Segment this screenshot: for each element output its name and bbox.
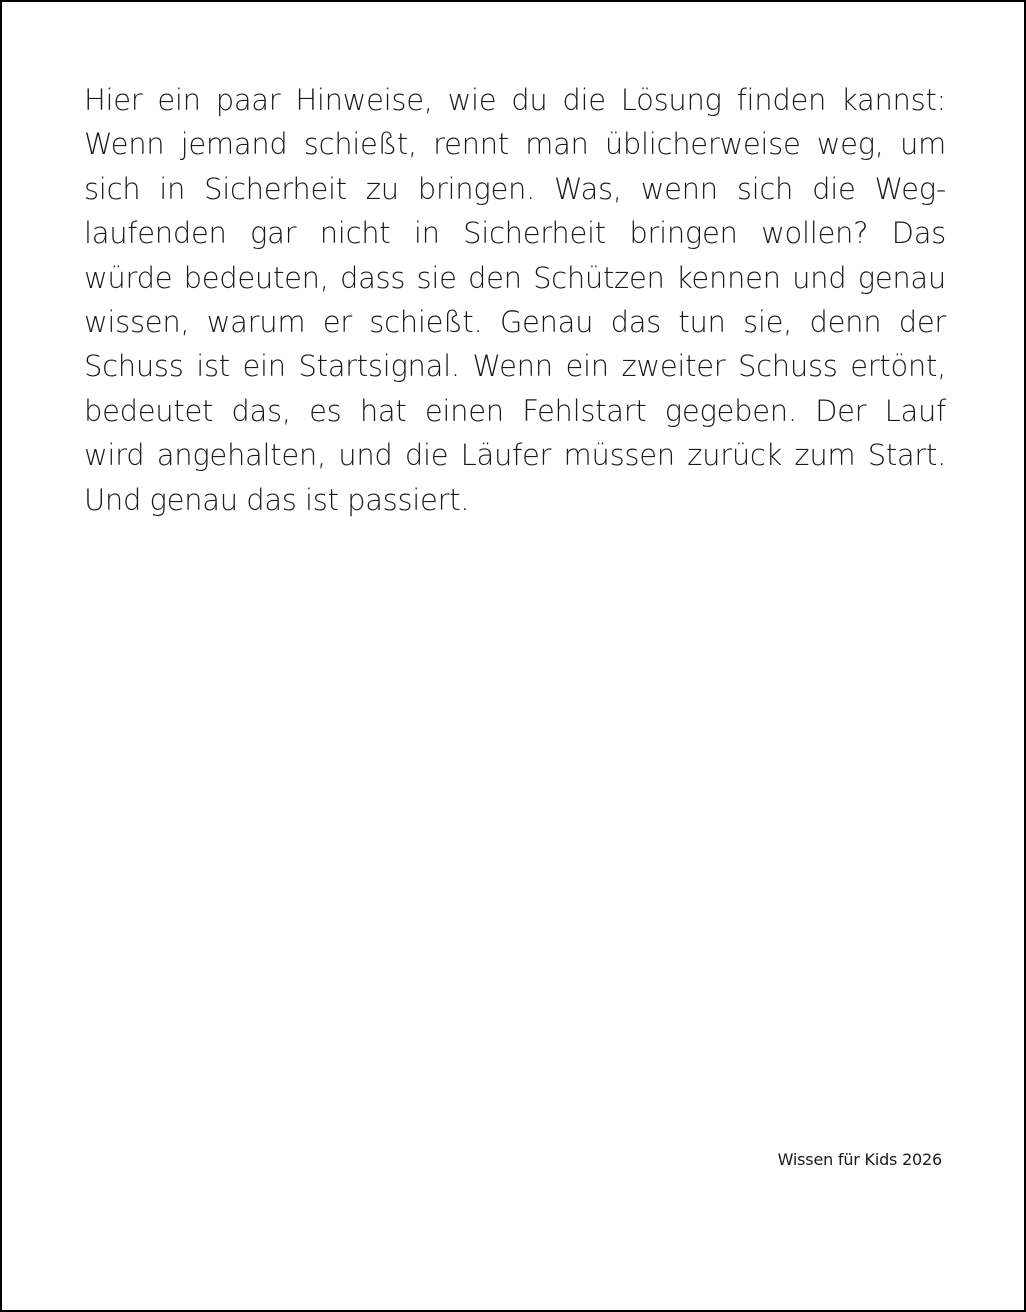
paragraph-line: bedeutet das, es hat einen Fehlstart gegeben. Der Lauf: [84, 393, 946, 428]
paragraph-line: Wenn jemand schießt, rennt man üblicherweise weg, um: [84, 127, 946, 162]
paragraph-line: Und genau das ist passiert.: [84, 482, 470, 517]
paragraph-line: Hier ein paar Hinweise, wie du die Lösung finden kannst:: [84, 83, 946, 117]
paragraph-line: Schuss ist ein Startsignal. Wenn ein zweiter Schuss ertönt,: [84, 349, 946, 384]
paragraph-line: laufenden gar nicht in Sicherheit bringen wollen? Das: [84, 216, 946, 251]
paragraph-line: wird angehalten, und die Läufer müssen zurück zum Start.: [84, 438, 946, 473]
paragraph-line: würde bedeuten, dass sie den Schützen kennen und genau: [84, 260, 946, 295]
body-paragraph: [84, 78, 946, 522]
paragraph-line: wissen, warum er schießt. Genau das tun sie, denn der: [84, 305, 946, 340]
paragraph-line: sich in Sicherheit zu bringen. Was, wenn sich die Weg-: [84, 171, 946, 206]
footer-caption: Wissen für Kids 2026: [777, 1150, 942, 1169]
